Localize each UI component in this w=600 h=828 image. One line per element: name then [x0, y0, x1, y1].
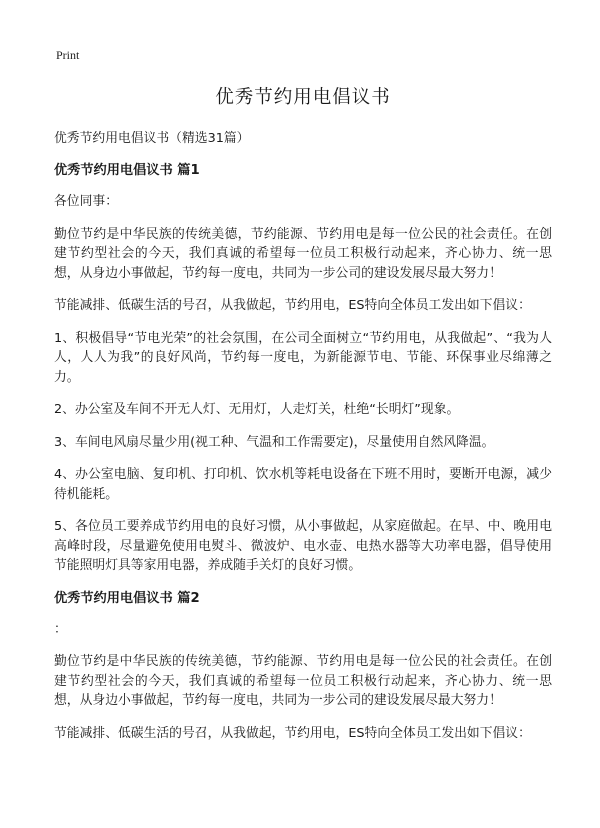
- paragraph: 勤位节约是中华民族的传统美德，节约能源、节约用电是每一位公民的社会责任。在创建节约型社会的今天，我们真诚的希望每一位员工积极行动起来，齐心协力、统一思想，从身边小事做起，节约每一度电，共同为一步公司的建设发展尽最大努力！: [54, 226, 552, 281]
- paragraph: 各位同事：: [54, 194, 118, 209]
- paragraph: 2、办公室及车间不开无人灯、无用灯，人走灯关，杜绝“长明灯”现象。: [54, 402, 460, 417]
- print-link[interactable]: Print: [56, 48, 80, 62]
- paragraph: 节能减排、低碳生活的号召，从我做起，节约用电，ES特向全体员工发出如下倡议：: [54, 725, 531, 741]
- section-heading: 优秀节约用电倡议书 篇2: [54, 590, 200, 606]
- paragraph: 3、车间电风扇尽量少用(视工种、气温和工作需要定)，尽量使用自然风降温。: [54, 434, 495, 450]
- paragraph: 勤位节约是中华民族的传统美德，节约能源、节约用电是每一位公民的社会责任。在创建节约型社会的今天，我们真诚的希望每一位员工积极行动起来，齐心协力、统一思想，从身边小事做起，节约每一度电，共同为一步公司的建设发展尽最大努力！: [54, 654, 552, 708]
- section-2: [54, 590, 552, 744]
- document-title: 优秀节约用电倡议书: [215, 87, 391, 108]
- paragraph: 节能减排、低碳生活的号召，从我做起，节约用电，ES特向全体员工发出如下倡议：: [54, 298, 531, 313]
- paragraph: 5、各位员工要养成节约用电的良好习惯，从小事做起，从家庭做起。在早、中、晚用电高峰时段，尽量避免使用电熨斗、微波炉、电水壶、电热水器等大功率电器，倡导使用节能照明灯具等家用电器，养成随手关灯的良好习惯。: [54, 519, 552, 573]
- paragraph: ：: [54, 621, 67, 637]
- document-subtitle: 优秀节约用电倡议书（精选31篇）: [54, 131, 250, 146]
- paragraph: 4、办公室电脑、复印机、打印机、饮水机等耗电设备在下班不用时，要断开电源，减少待机能耗。: [54, 467, 552, 502]
- section-heading: 优秀节约用电倡议书 篇1: [54, 163, 200, 178]
- section-1: [54, 162, 552, 576]
- paragraph: 1、积极倡导“节电光荣”的社会氛围，在公司全面树立“节约用电，从我做起”、“我为人人，人人为我”的良好风尚，节约每一度电，为新能源节电、节能、环保事业尽绵薄之力。: [54, 330, 552, 385]
